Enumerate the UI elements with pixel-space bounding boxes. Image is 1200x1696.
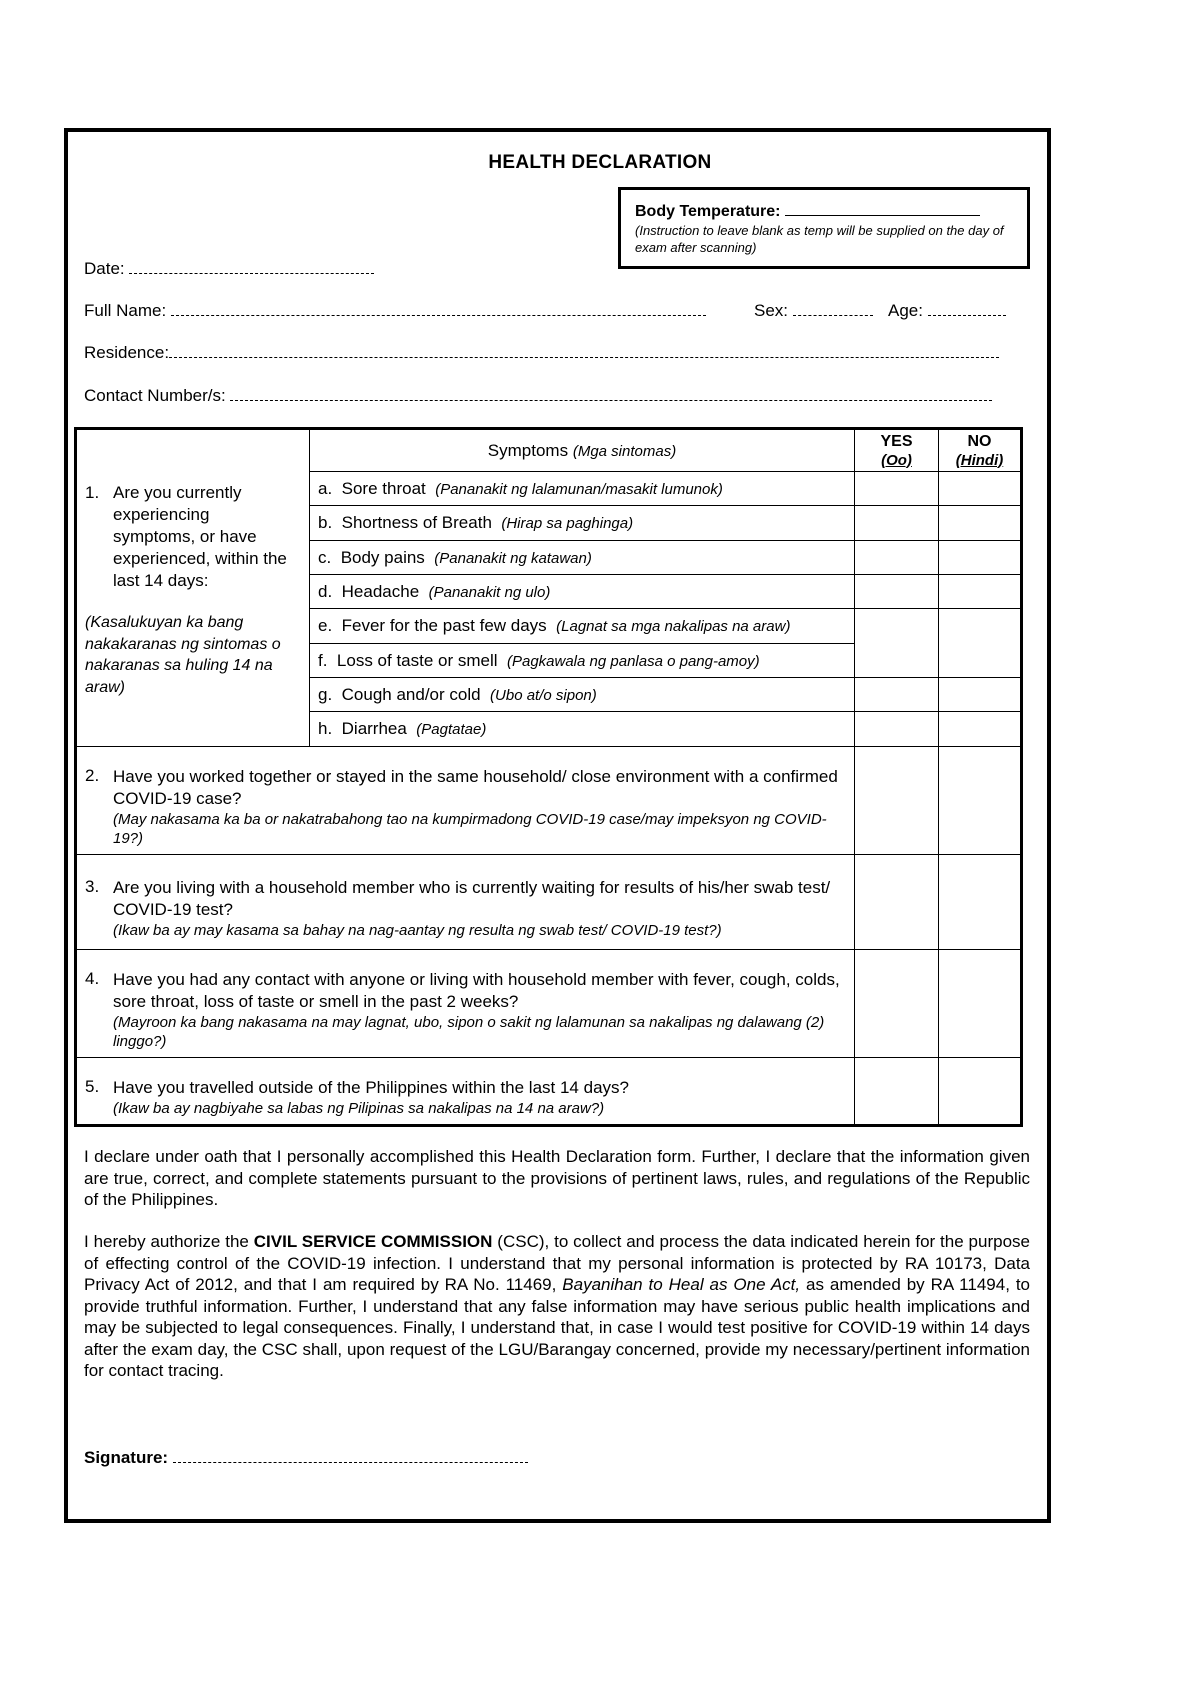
age-label: Age: [888, 301, 923, 320]
yes-checkbox[interactable] [855, 712, 939, 747]
page-title: HEALTH DECLARATION [488, 152, 712, 173]
contact-number-field[interactable] [84, 385, 992, 406]
q1-text: Are you currently experiencing symptoms, or have experienced, within the last 14 days: [113, 483, 287, 590]
no-checkbox[interactable] [939, 541, 1022, 575]
sex-field[interactable] [754, 300, 873, 321]
no-checkbox[interactable] [939, 575, 1022, 609]
no-checkbox[interactable] [939, 472, 1022, 506]
question-3: 3. Are you living with a household member who is currently waiting for results of his/her swab test/ COVID-19 test? (Ikaw ba ay may kasama sa bahay na nag-aantay ng resulta ng swab test/ COVID-19 test?) [76, 855, 855, 950]
full-name-field[interactable] [84, 300, 706, 321]
symptom-label: f. Loss of taste or smell (Pagkawala ng panlasa o pang-amoy) [310, 644, 855, 678]
no-checkbox[interactable] [939, 609, 1022, 678]
yes-checkbox[interactable] [855, 678, 939, 712]
yes-checkbox[interactable] [855, 609, 939, 678]
q1-translation: (Kasalukuyan ka bang nakakaranas ng sintomas o nakaranas sa huling 14 na araw) [85, 614, 281, 696]
yes-checkbox[interactable] [855, 506, 939, 541]
symptom-label: c. Body pains (Pananakit ng katawan) [310, 541, 855, 575]
authorization-paragraph: I hereby authorize the CIVIL SERVICE COMMISSION (CSC), to collect and process the data indicated herein for the purpose of effecting control of the COVID-19 infection. I understand that my personal information is protected by RA 10173, Data Privacy Act of 2012, and that I am required by RA No. 11469, Bayanihan to Heal as One Act, as amended by RA 11494, to provide truthful information. Further, I understand that any false information may have serious public health implications and may be subjected to legal consequences. Finally, I understand that, in case I would test positive for COVID-19 within 14 days after the exam day, the CSC shall, upon request of the LGU/Barangay concerned, provide my necessary/pertinent information for contact tracing. [84, 1232, 1031, 1380]
question-5: 5. Have you travelled outside of the Philippines within the last 14 days? (Ikaw ba ay nagbiyahe sa labas ng Pilipinas sa nakalipas na 14 na araw?) [76, 1058, 855, 1126]
contact-number-label: Contact Number/s: [84, 386, 226, 405]
health-questions-table [74, 427, 1023, 1127]
q1-cell [76, 429, 310, 747]
body-temperature-note: (Instruction to leave blank as temp will be supplied on the day of exam after scanning) [635, 223, 1004, 255]
body-temperature-box [618, 187, 1030, 269]
question-2: 2. Have you worked together or stayed in the same household/ close environment with a confirmed COVID-19 case? (May nakasama ka ba or nakatrabahong tao na kumpirmadong COVID-19 case/may impeksyon ng COVID-19?) [76, 747, 855, 855]
question-row [76, 1058, 1022, 1126]
declaration-paragraph: I declare under oath that I personally accomplished this Health Declaration form. Further, I declare that the information given are true, correct, and complete statements pursuant to the provisions of pertinent laws, rules, and regulations of the Republic of the Philippines. [84, 1147, 1030, 1209]
table-header-row [76, 429, 1022, 472]
yes-checkbox[interactable] [855, 472, 939, 506]
full-name-label: Full Name: [84, 301, 167, 320]
question-row [76, 747, 1022, 855]
residence-label: Residence: [84, 343, 170, 362]
symptoms-header: Symptoms (Mga sintomas) [310, 429, 855, 472]
no-checkbox[interactable] [939, 506, 1022, 541]
age-field[interactable] [888, 300, 1006, 321]
yes-header: YES (Oo) [855, 429, 939, 472]
symptom-label: e. Fever for the past few days (Lagnat sa mga nakalipas na araw) [310, 609, 855, 644]
no-checkbox[interactable] [939, 855, 1022, 950]
yes-checkbox[interactable] [855, 950, 939, 1058]
no-checkbox[interactable] [939, 678, 1022, 712]
symptom-label: g. Cough and/or cold (Ubo at/o sipon) [310, 678, 855, 712]
no-checkbox[interactable] [939, 712, 1022, 747]
date-label: Date: [84, 259, 125, 278]
no-checkbox[interactable] [939, 747, 1022, 855]
yes-checkbox[interactable] [855, 747, 939, 855]
signature-label: Signature: [84, 1448, 169, 1467]
sex-label: Sex: [754, 301, 789, 320]
signature-field[interactable] [84, 1447, 528, 1468]
no-checkbox[interactable] [939, 950, 1022, 1058]
symptom-label: h. Diarrhea (Pagtatae) [310, 712, 855, 747]
yes-checkbox[interactable] [855, 541, 939, 575]
yes-checkbox[interactable] [855, 1058, 939, 1126]
no-checkbox[interactable] [939, 1058, 1022, 1126]
question-row [76, 855, 1022, 950]
yes-checkbox[interactable] [855, 575, 939, 609]
yes-checkbox[interactable] [855, 855, 939, 950]
residence-field[interactable] [84, 342, 999, 363]
symptom-label: b. Shortness of Breath (Hirap sa paghinga) [310, 506, 855, 541]
symptom-label: d. Headache (Pananakit ng ulo) [310, 575, 855, 609]
body-temperature-label: Body Temperature: [635, 203, 781, 220]
date-field[interactable] [84, 258, 374, 279]
body-temperature-field[interactable] [635, 200, 980, 221]
symptom-label: a. Sore throat (Pananakit ng lalamunan/masakit lumunok) [310, 472, 855, 506]
question-4: 4. Have you had any contact with anyone or living with household member with fever, cough, colds, sore throat, loss of taste or smell in the past 2 weeks? (Mayroon ka bang nakasama na may lagnat, ubo, sipon o sakit ng lalamunan sa nakalipas ng dalawang (2) linggo?) [76, 950, 855, 1058]
question-row [76, 950, 1022, 1058]
q1-number: 1. [85, 483, 100, 502]
no-header: NO (Hindi) [939, 429, 1022, 472]
